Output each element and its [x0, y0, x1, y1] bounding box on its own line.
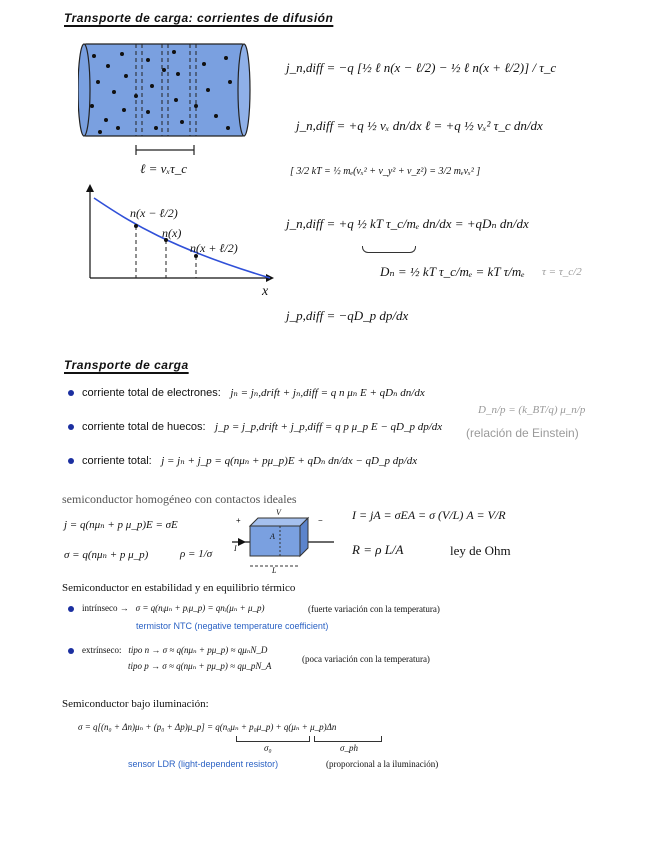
bullet-total-eq: j = jₙ + j_p = q(nμₙ + pμ_p)E + qDₙ dn/dx − qD_p dp/dx: [161, 455, 418, 467]
extrinsic-eq-n: tipo n → σ ≈ q(nμₙ + pμ_p) ≈ qμₙN_D: [128, 645, 268, 655]
section4-title: Semiconductor en estabilidad y en equilibrio térmico: [62, 582, 296, 594]
bullet-holes-eq: j_p = j_p,drift + j_p,diff = q p μ_p E − qD_p dp/dx: [215, 421, 443, 433]
equation-diffusivity: Dₙ = ½ kT τ_c/mₑ = kT τ/mₑ: [380, 264, 525, 279]
diagram-minus: −: [318, 516, 323, 525]
length-bracket: [134, 143, 198, 157]
equation-current-density: j = q(nμₙ + p μ_p)E = σE: [64, 519, 178, 531]
graph-label-left: n(x − ℓ/2): [130, 206, 178, 220]
ohm-law-label: ley de Ohm: [450, 543, 511, 558]
section5-title: Semiconductor bajo iluminación:: [62, 698, 209, 710]
sigma0-label: σ₀: [264, 743, 272, 753]
diagram-voltage: V: [276, 508, 281, 517]
equation-diff-1: j_n,diff = −q [½ ℓ n(x − ℓ/2) − ½ ℓ n(x + ℓ/2)] / τ_c: [286, 60, 557, 75]
equation-diff-holes: j_p,diff = −qD_p dp/dx: [286, 308, 409, 323]
bullet-electrons-eq: jₙ = jₙ,drift + jₙ,diff = q n μₙ E + qDₙ dn/dx: [230, 387, 425, 399]
diagram-current: I: [234, 544, 237, 553]
diagram-length: L: [272, 566, 277, 575]
illumination-note: (proporcional a la iluminación): [326, 759, 439, 769]
bullet-electrons-label: corriente total de electrones:: [68, 387, 221, 399]
sigmaph-label: σ_ph: [340, 743, 358, 753]
tau-note: τ = τ_c/2: [542, 266, 582, 278]
equation-conductivity: σ = q(nμₙ + p μ_p): [64, 549, 149, 561]
cylinder-label: ℓ = vₓτ_c: [140, 161, 188, 176]
diagram-plus: +: [236, 516, 241, 525]
section1-title: Transporte de carga: corrientes de difusión: [64, 11, 334, 25]
intrinsic-item: [68, 603, 264, 614]
diagram-area: A: [270, 532, 275, 541]
extrinsic-label: extrínseco:: [68, 645, 122, 655]
equation-diff-2: j_n,diff = +q ½ vₓ dn/dx ℓ = +q ½ vₓ² τ_c dn/dx: [296, 118, 543, 133]
ntc-thermistor-note: termistor NTC (negative temperature coefficient): [136, 621, 329, 631]
cylinder-illustration: [78, 40, 256, 140]
resistor-block-diagram: [226, 506, 342, 576]
bullet-total-label: corriente total:: [68, 455, 152, 467]
underbrace-sigma0: [236, 736, 310, 742]
bullet-total: [68, 454, 417, 467]
intrinsic-note: (fuerte variación con la temperatura): [308, 604, 440, 614]
graph-label-right: n(x + ℓ/2): [190, 241, 238, 255]
section3-title: semiconductor homogéneo con contactos ideales: [62, 492, 297, 506]
intrinsic-eq: σ = q(nᵢμₙ + pᵢμ_p) = qnᵢ(μₙ + μ_p): [135, 603, 265, 613]
bullet-holes: [68, 420, 442, 433]
equation-energy: [ 3/2 kT = ½ mₑ(vₓ² + v_y² + v_z²) = 3/2 mₑvₓ² ]: [290, 166, 481, 177]
extrinsic-note: (poca variación con la temperatura): [302, 654, 430, 664]
einstein-equation: D_n/p = (k_BT/q) μ_n/p: [478, 404, 586, 416]
equation-resistance: R = ρ L/A: [352, 542, 404, 557]
bullet-electrons: [68, 386, 425, 399]
graph-label-mid: n(x): [162, 226, 182, 240]
equation-diff-3: j_n,diff = +q ½ kT τ_c/mₑ dn/dx = +qDₙ dn/dx: [286, 216, 529, 231]
underbrace: [362, 246, 416, 253]
equation-current: I = jA = σEA = σ (V/L) A = V/R: [352, 508, 506, 522]
equation-resistivity: ρ = 1/σ: [180, 548, 213, 560]
illumination-equation: σ = q[(n₀ + Δn)μₙ + (p₀ + Δp)μ_p] = q(n₀μₙ + p₀μ_p) + q(μₙ + μ_p)Δn: [78, 722, 337, 732]
underbrace-sigmaph: [314, 736, 382, 742]
bullet-holes-label: corriente total de huecos:: [68, 421, 206, 433]
einstein-label: (relación de Einstein): [466, 426, 579, 440]
section2-title: Transporte de carga: [64, 358, 189, 372]
intrinsic-label: intrínseco →: [68, 603, 129, 613]
extrinsic-item: [68, 645, 267, 656]
ldr-sensor-note: sensor LDR (light-dependent resistor): [128, 759, 279, 769]
graph-axis-x: x: [262, 284, 269, 299]
extrinsic-eq-p: tipo p → σ ≈ q(nμₙ + pμ_p) ≈ qμ_pN_A: [128, 661, 272, 671]
